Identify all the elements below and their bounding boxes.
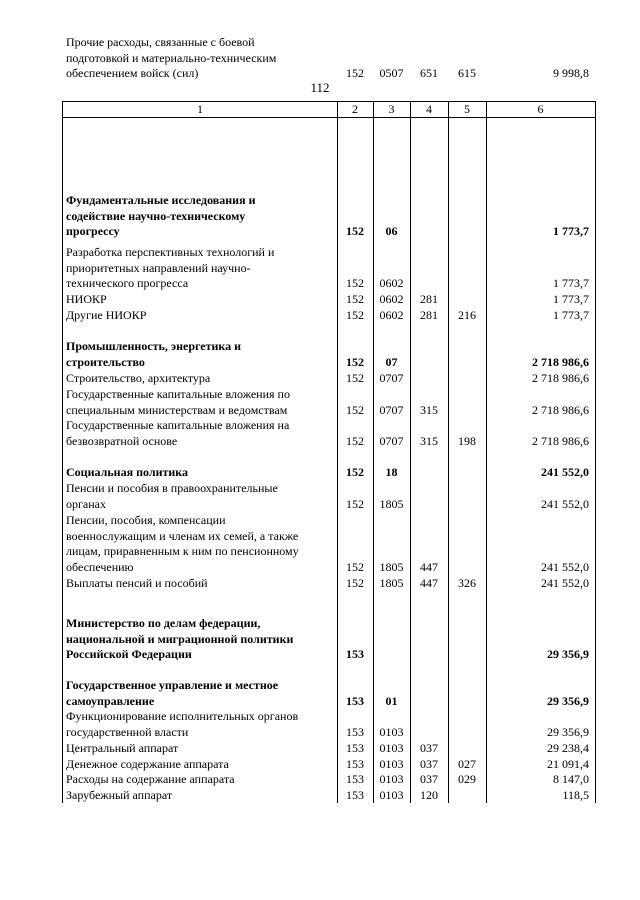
cell-c6: 2 718 986,6 [532, 433, 589, 448]
table-row [63, 245, 595, 292]
cell-c3: 0103 [379, 788, 404, 802]
cell-c3: 0507 [379, 66, 404, 81]
header-col-5: 5 [464, 102, 470, 116]
cell-c4: 120 [420, 788, 438, 802]
cell-c6: 118,5 [562, 788, 589, 802]
cell-c2: 153 [346, 788, 364, 802]
table-row [63, 193, 595, 240]
cell-c5: 216 [458, 308, 476, 322]
row-description [66, 513, 332, 575]
description-line: прогрессу [66, 224, 120, 239]
cell-c6: 21 091,4 [547, 757, 589, 771]
header-col-2: 2 [352, 102, 358, 116]
cell-c5: 326 [458, 576, 476, 590]
cell-c3: 0602 [379, 308, 404, 322]
cell-c4: 447 [420, 559, 438, 574]
cell-c6: 241 552,0 [541, 559, 589, 574]
cell-c3: 0103 [379, 772, 404, 786]
header-col-1: 1 [197, 102, 203, 116]
cell-c3: 0707 [379, 402, 404, 417]
row-description [66, 339, 332, 370]
cell-c2: 153 [346, 647, 364, 662]
row-description [66, 245, 332, 292]
cell-c3: 0602 [379, 292, 404, 306]
description-line: военнослужащим и членам их семей, а также [66, 528, 299, 543]
cell-c2: 152 [346, 559, 364, 574]
cell-c3: 0103 [379, 757, 404, 771]
description-line: Центральный аппарат [66, 741, 179, 755]
cell-c2: 152 [346, 402, 364, 417]
description-line: приоритетных направлений научно- [66, 260, 251, 275]
cell-c3: 0707 [379, 433, 404, 448]
row-description [66, 371, 332, 387]
cell-c5: 029 [458, 772, 476, 786]
description-line: государственной власти [66, 724, 189, 739]
description-line: обеспечением войск (сил) [66, 66, 199, 81]
cell-c4: 315 [420, 433, 438, 448]
cell-c3: 1805 [379, 559, 404, 574]
description-line: Выплаты пенсий и пособий [66, 576, 208, 590]
description-line: обеспечению [66, 559, 134, 574]
row-description [66, 576, 332, 592]
table-row [63, 465, 595, 481]
description-line: Социальная политика [66, 465, 189, 479]
table-header [63, 102, 595, 118]
table-row [63, 308, 595, 324]
row-description [66, 481, 332, 512]
cell-c6: 1 773,7 [553, 292, 589, 306]
description-line: технического прогресса [66, 276, 189, 291]
row-description [66, 465, 332, 481]
cell-c3: 0707 [379, 371, 404, 385]
cell-c6: 241 552,0 [541, 496, 589, 511]
description-line: Министерство по делам федерации, [66, 616, 261, 630]
description-line: Фундаментальные исследования и [66, 193, 256, 207]
cell-c3: 0103 [379, 724, 404, 739]
cell-c4: 315 [420, 402, 438, 417]
cell-c5: 198 [458, 433, 476, 448]
header-col-6: 6 [537, 102, 544, 116]
table-row [63, 371, 595, 387]
cell-c5: 027 [458, 757, 476, 771]
cell-c2: 152 [346, 276, 364, 291]
description-line: Разработка перспективных технологий и [66, 245, 275, 259]
cell-c6: 29 356,9 [547, 724, 589, 739]
row-description [66, 292, 332, 308]
description-line: подготовкой и материально-техническим [66, 50, 277, 65]
description-line: Прочие расходы, связанные с боевой [66, 35, 255, 49]
row-description [66, 418, 332, 449]
cell-c6: 241 552,0 [541, 465, 589, 479]
cell-c4: 651 [420, 66, 438, 81]
header-col-4: 4 [426, 102, 432, 116]
table-row [63, 576, 595, 592]
table-row [63, 772, 595, 788]
cell-c6: 1 773,7 [553, 276, 589, 291]
description-line: Расходы на содержание аппарата [66, 772, 235, 786]
cell-c5: 615 [458, 66, 476, 81]
description-line: Денежное содержание аппарата [66, 757, 229, 771]
table-row [63, 788, 595, 804]
cell-c2: 152 [346, 433, 364, 448]
description-line: содействие научно-техническому [66, 208, 246, 223]
cell-c6: 9 998,8 [553, 66, 589, 81]
cell-c6: 1 773,7 [553, 224, 589, 239]
cell-c4: 281 [420, 292, 438, 306]
row-description [66, 616, 332, 663]
cell-c4: 037 [420, 741, 438, 755]
description-line: Промышленность, энергетика и [66, 339, 242, 353]
cell-c3: 0103 [379, 741, 404, 755]
row-description [66, 678, 332, 709]
description-line: Российской Федерации [66, 647, 192, 662]
description-line: Зарубежный аппарат [66, 788, 173, 802]
cell-c3: 1805 [379, 496, 404, 511]
description-line: Пенсии, пособия, компенсации [66, 513, 226, 527]
description-line: НИОКР [66, 292, 107, 306]
cell-c3: 0602 [379, 276, 404, 291]
cell-c3: 01 [385, 693, 398, 708]
table-row [63, 678, 595, 709]
table-row [63, 741, 595, 757]
table-row [63, 709, 595, 740]
cell-c2: 153 [346, 772, 364, 786]
cell-c6: 29 356,9 [547, 693, 589, 708]
page-number: 112 [310, 80, 330, 95]
cell-c3: 07 [385, 354, 398, 369]
description-line: Государственные капитальные вложения по [66, 387, 290, 401]
row-description [66, 308, 332, 324]
cell-c4: 037 [420, 772, 438, 786]
description-line: Государственные капитальные вложения на [66, 418, 290, 432]
cell-c3: 18 [385, 465, 398, 479]
cell-c6: 1 773,7 [553, 308, 589, 322]
cell-c6: 8 147,0 [553, 772, 589, 786]
cell-c2: 152 [346, 371, 364, 385]
cell-c2: 152 [346, 354, 364, 369]
row-description [66, 35, 332, 82]
description-line: органах [66, 496, 106, 511]
cell-c6: 2 718 986,6 [532, 371, 589, 385]
description-line: Функционирование исполнительных органов [66, 709, 299, 723]
description-line: специальным министерствам и ведомствам [66, 402, 288, 417]
description-line: Строительство, архитектура [66, 371, 211, 385]
table-row [63, 513, 595, 575]
cell-c2: 152 [346, 66, 364, 81]
cell-c6: 29 356,9 [547, 647, 589, 662]
cell-c2: 152 [346, 308, 364, 322]
row-description [66, 709, 332, 740]
row-description [66, 193, 332, 240]
cell-c2: 153 [346, 724, 364, 739]
table-row [63, 481, 595, 512]
description-line: Другие НИОКР [66, 308, 147, 322]
cell-c3: 1805 [379, 576, 404, 590]
description-line: самоуправление [66, 693, 155, 708]
row-description [66, 757, 332, 773]
cell-c4: 447 [420, 576, 438, 590]
table-row [63, 35, 595, 82]
table-row [63, 339, 595, 370]
cell-c2: 152 [346, 224, 364, 239]
cell-c4: 281 [420, 308, 438, 322]
table-row [63, 616, 595, 663]
cell-c6: 2 718 986,6 [532, 402, 589, 417]
cell-c6: 241 552,0 [541, 576, 589, 590]
cell-c3: 06 [385, 224, 398, 239]
cell-c2: 153 [346, 693, 364, 708]
table-row [63, 418, 595, 449]
row-description [66, 788, 332, 804]
cell-c2: 152 [346, 292, 364, 306]
cell-c6: 2 718 986,6 [532, 354, 589, 369]
cell-c2: 153 [346, 757, 364, 771]
header-col-3: 3 [388, 102, 395, 116]
row-description [66, 772, 332, 788]
row-description [66, 741, 332, 757]
row-description [66, 387, 332, 418]
description-line: лицам, приравненным к ним по пенсионному [66, 544, 299, 559]
cell-c2: 152 [346, 465, 364, 479]
table-row [63, 292, 595, 308]
cell-c2: 152 [346, 496, 364, 511]
description-line: Государственное управление и местное [66, 678, 279, 692]
description-line: строительство [66, 354, 145, 369]
description-line: Пенсии и пособия в правоохранительные [66, 481, 278, 495]
cell-c6: 29 238,4 [547, 741, 589, 755]
cell-c4: 037 [420, 757, 438, 771]
cell-c2: 153 [346, 741, 364, 755]
cell-c2: 152 [346, 576, 364, 590]
table-row [63, 387, 595, 418]
description-line: национальной и миграционной политики [66, 631, 294, 646]
table-row [63, 757, 595, 773]
description-line: безвозвратной основе [66, 433, 178, 448]
